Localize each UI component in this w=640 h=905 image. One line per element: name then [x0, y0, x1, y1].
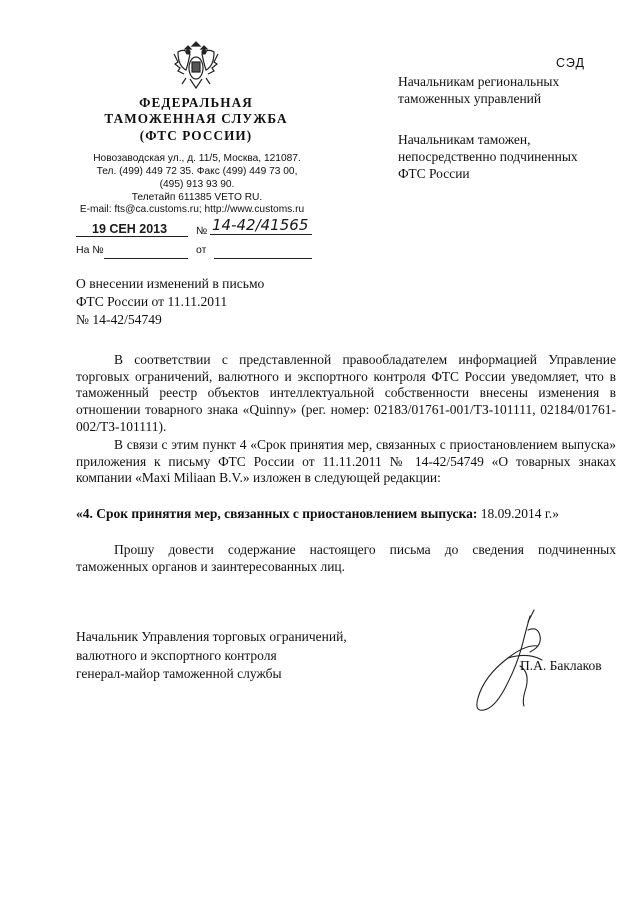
org-name-line3: (ФТС РОССИИ) [139, 128, 253, 143]
body-paragraph-1 [76, 352, 616, 436]
ref-number-label: На № [76, 244, 104, 256]
signatory-name: П.А. Баклаков [520, 658, 602, 673]
subject-line2: ФТС России от 11.11.2011 [76, 294, 228, 309]
address-line2: Тел. (499) 449 72 35. Факс (499) 449 73 00, [96, 166, 298, 177]
reg-number-label: № [196, 225, 208, 237]
address-line3: (495) 913 93 90. [159, 179, 235, 190]
reg-number-field [210, 216, 312, 235]
signatory-title [76, 628, 347, 684]
addressee2-line3: ФТС России [398, 166, 470, 181]
body-paragraph-3-rest: 18.09.2014 г.» [477, 506, 560, 521]
ref-date-underline [214, 258, 312, 259]
signatory-title-line1: Начальник Управления торговых ограничений, [76, 629, 347, 644]
subject-line3: № 14-42/54749 [76, 312, 162, 327]
body-paragraph-4-text: Прошу довести содержание настоящего письма до сведения подчиненных таможенных органов и заинтересованных лиц. [76, 542, 616, 574]
ref-date-label: от [196, 244, 207, 256]
org-name-line2: ТАМОЖЕННАЯ СЛУЖБА [104, 111, 288, 126]
body-paragraph-2 [76, 437, 616, 487]
signatory-title-line2: валютного и экспортного контроля [76, 647, 277, 663]
sed-mark: СЭД [556, 56, 585, 70]
addressee1-line1: Начальникам региональных [398, 74, 560, 89]
addressee2-line1: Начальникам таможен, [398, 132, 531, 147]
signatory-title-line3: генерал-майор таможенной службы [76, 666, 282, 681]
subject-line1: О внесении изменений в письмо [76, 276, 265, 291]
reg-number-underline [210, 234, 312, 235]
reg-date-stamp: 19 СЕН 2013 [92, 222, 168, 236]
address-line1: Новозаводская ул., д. 11/5, Москва, 121087. [93, 153, 301, 164]
body-paragraph-1-text: В соответствии с представленной правообладателем информацией Управление торговых ограничений, валютного и экспортного контроля ФТС России уведомляет, что в таможенный реестр объектов интеллектуальной собственности внесены изменения в отношении товарного знака «Quinny» (рег. номер: 02183/01761-001/ТЗ-101111, 02184/01761-002/ТЗ-101111). [76, 352, 616, 434]
addressee2-line2: непосредственно подчиненных [398, 149, 578, 164]
subject-block [76, 275, 264, 329]
reg-number-handwritten: 14-42/41565 [212, 216, 309, 234]
body-paragraph-4 [76, 542, 616, 575]
body-paragraph-3 [76, 506, 616, 523]
body-paragraph-2-text: В связи с этим пункт 4 «Срок принятия мер, связанных с приостановлением выпуска» приложения к письму ФТС России от 11.11.2011 № 14-42/54749 «О товарных знаках компании «Maxi Miliaan B.V.» изложен в следующей редакции: [76, 437, 616, 486]
org-name-line1: ФЕДЕРАЛЬНАЯ [139, 95, 253, 110]
body-paragraph-3-bold: «4. Срок принятия мер, связанных с приостановлением выпуска: [76, 506, 478, 521]
coat-of-arms-emblem [168, 38, 224, 92]
addressee1-line2: таможенных управлений [398, 91, 542, 106]
ref-number-underline [104, 258, 188, 259]
reg-date-underline [76, 236, 188, 237]
email-line: E-mail: fts@ca.customs.ru; http://www.customs.ru [79, 204, 305, 215]
reg-date-field [76, 222, 188, 237]
address-line4: Телетайп 611385 VETO RU. [131, 192, 263, 203]
